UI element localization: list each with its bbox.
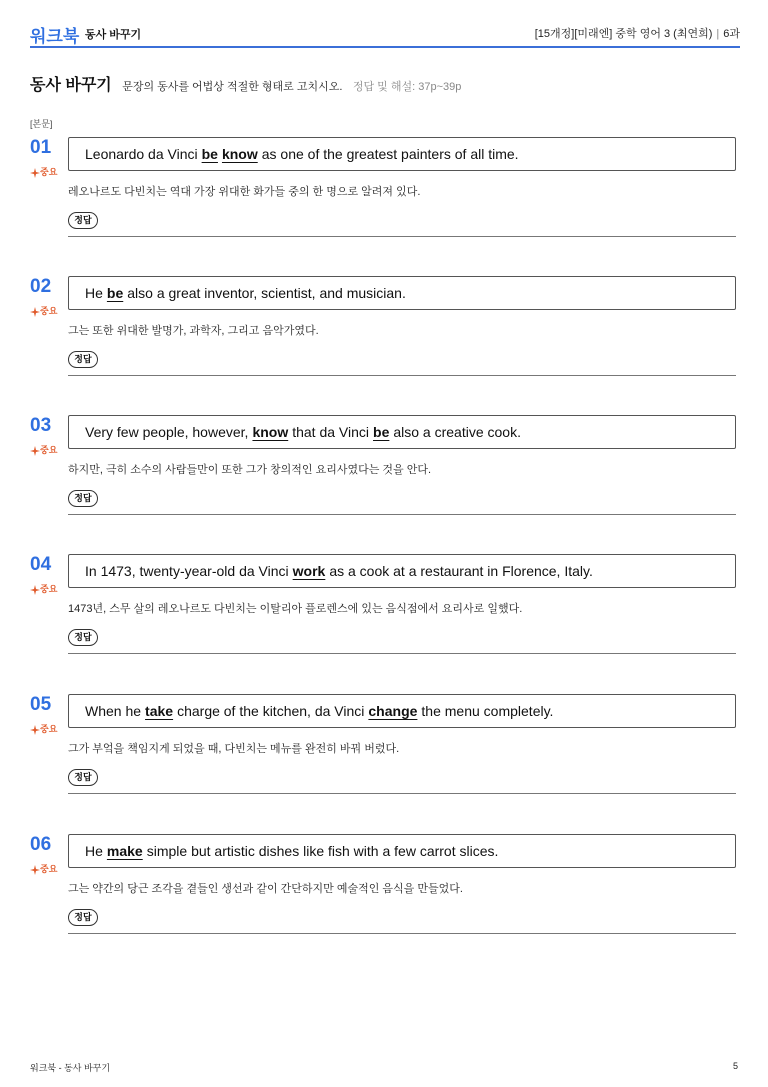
sentence-text: as a cook at a restaurant in Florence, Italy.	[329, 563, 593, 579]
important-badge	[30, 862, 57, 875]
answer-line[interactable]	[68, 933, 736, 934]
page-title-row	[30, 72, 461, 95]
sparkle-icon	[30, 725, 40, 735]
instruction-text: 문장의 동사를 어법상 적절한 형태로 고치시오.	[122, 81, 343, 93]
header-course-info	[535, 25, 740, 41]
target-verb: take	[145, 703, 174, 719]
course-name: [15개정][미래엔] 중학 영어 3 (최연희)	[534, 28, 713, 40]
target-verb: work	[292, 563, 326, 579]
sentence-box	[68, 834, 736, 868]
page-header	[30, 22, 740, 48]
answer-button[interactable]: 정답	[68, 351, 98, 368]
translation-text: 1473년, 스무 살의 레오나르도 다빈치는 이탈리아 플로렌스에 있는 음식점에서 요리사로 일했다.	[68, 603, 523, 615]
question-number: 02	[30, 276, 52, 297]
page-title: 동사 바꾸기	[30, 77, 112, 94]
important-badge	[30, 304, 57, 317]
question-number: 04	[30, 554, 52, 575]
target-verb: change	[368, 703, 418, 719]
sentence-text: also a great inventor, scientist, and musician.	[127, 285, 406, 301]
important-label: 중요	[40, 445, 58, 455]
answer-button[interactable]: 정답	[68, 909, 98, 926]
question-item-03	[30, 415, 740, 515]
question-item-05	[30, 694, 740, 794]
answer-button[interactable]: 정답	[68, 490, 98, 507]
important-label: 중요	[40, 584, 58, 594]
answer-line[interactable]	[68, 514, 736, 515]
footer-title: 워크북 - 동사 바꾸기	[30, 1063, 111, 1073]
sentence-box	[68, 415, 736, 449]
important-label: 중요	[40, 724, 58, 734]
lesson-label: 6과	[723, 28, 740, 40]
sparkle-icon	[30, 446, 40, 456]
question-item-04	[30, 554, 740, 654]
answer-line[interactable]	[68, 236, 736, 237]
question-item-06	[30, 834, 740, 934]
answer-button[interactable]: 정답	[68, 769, 98, 786]
answer-reference: 정답 및 해설: 37p~39p	[352, 81, 462, 93]
question-item-01	[30, 137, 740, 237]
section-tag: [본문]	[30, 119, 53, 129]
brand-logo: 워크북	[30, 27, 80, 46]
target-verb: be	[373, 424, 390, 440]
sentence-text: as one of the greatest painters of all time.	[261, 146, 519, 162]
sentence-text: Very few people, however,	[85, 424, 249, 440]
translation-text: 레오나르도 다빈치는 역대 가장 위대한 화가들 중의 한 명으로 알려져 있다.	[68, 186, 421, 198]
sentence-box	[68, 137, 736, 171]
answer-line[interactable]	[68, 793, 736, 794]
sentence-text: charge of the kitchen, da Vinci	[177, 703, 365, 719]
important-label: 중요	[40, 864, 58, 874]
page-number: 5	[732, 1061, 738, 1071]
sentence-box	[68, 554, 736, 588]
question-number: 06	[30, 834, 52, 855]
answer-line[interactable]	[68, 653, 736, 654]
question-number: 03	[30, 415, 52, 436]
header-subtitle: 동사 바꾸기	[85, 29, 142, 41]
sparkle-icon	[30, 865, 40, 875]
target-verb: be	[201, 146, 218, 162]
target-verb: make	[106, 843, 143, 859]
important-label: 중요	[40, 306, 58, 316]
sentence-text: simple but artistic dishes like fish with a few carrot slices.	[146, 843, 499, 859]
sentence-text: He	[85, 285, 103, 301]
important-badge	[30, 722, 57, 735]
question-item-02	[30, 276, 740, 376]
translation-text: 그는 약간의 당근 조각을 곁들인 생선과 같이 간단하지만 예술적인 음식을 만들었다.	[68, 883, 463, 895]
sentence-text: When he	[85, 703, 142, 719]
sparkle-icon	[30, 585, 40, 595]
header-separator: |	[716, 28, 720, 40]
answer-button[interactable]: 정답	[68, 629, 98, 646]
answer-line[interactable]	[68, 375, 736, 376]
sentence-text: also a creative cook.	[393, 424, 521, 440]
target-verb: be	[106, 285, 124, 301]
translation-text: 하지만, 극히 소수의 사람들만이 또한 그가 창의적인 요리사였다는 것을 안다.	[68, 464, 432, 476]
important-label: 중요	[40, 167, 58, 177]
question-number: 01	[30, 137, 52, 158]
sentence-text: the menu completely.	[421, 703, 554, 719]
question-number: 05	[30, 694, 52, 715]
sentence-text: In 1473, twenty-year-old da Vinci	[85, 563, 289, 579]
answer-button[interactable]: 정답	[68, 212, 98, 229]
sentence-box	[68, 276, 736, 310]
sentence-box	[68, 694, 736, 728]
sentence-text: that da Vinci	[292, 424, 370, 440]
target-verb: know	[221, 146, 258, 162]
translation-text: 그가 부엌을 책임지게 되었을 때, 다빈치는 메뉴를 완전히 바꿔 버렸다.	[68, 743, 400, 755]
important-badge	[30, 443, 57, 456]
target-verb: know	[252, 424, 289, 440]
sparkle-icon	[30, 168, 40, 178]
translation-text: 그는 또한 위대한 발명가, 과학자, 그리고 음악가였다.	[68, 325, 319, 337]
sentence-text: He	[85, 843, 103, 859]
sparkle-icon	[30, 307, 40, 317]
important-badge	[30, 165, 57, 178]
sentence-text: Leonardo da Vinci	[85, 146, 198, 162]
important-badge	[30, 582, 57, 595]
